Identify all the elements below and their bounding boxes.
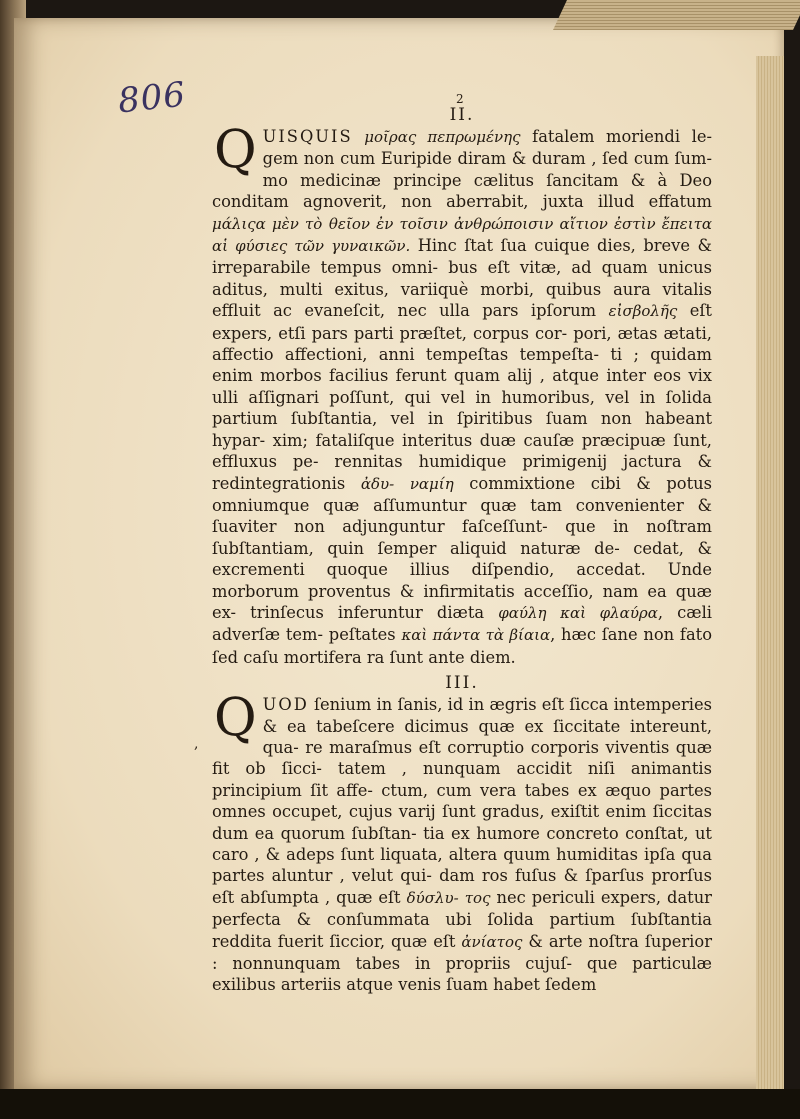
page-edges — [756, 56, 784, 1096]
text-line: tatem , nunquam accidit niſi animantis principium ſit affe- — [212, 759, 712, 800]
next-page-edge — [553, 0, 800, 30]
text-line: peſtates — [328, 625, 396, 645]
text-line: ſenium in ſanis, id in ægris eſt ſicca intemperies — [314, 695, 712, 715]
text-line: re maraſmus eſt corruptio corporis viventis quæ fit ob ſicci- — [212, 737, 713, 779]
text-line: morborum proventus & infirmitatis acceſſio, nam ea quæ ex- — [212, 581, 712, 622]
text-line: quæ tam convenienter & ſuaviter non adjunguntur faſceſſunt- — [212, 495, 712, 537]
scan-background — [0, 1089, 800, 1119]
text-line: , cæli adverſæ tem- — [212, 602, 712, 645]
section-numeral-3: III. — [445, 673, 479, 694]
text-line: pori, ætas ætati, affectio affectioni, anni tempeſtas tempeſta- — [212, 323, 712, 365]
greek-phrase: καὶ πάντα τὰ βίαια — [401, 626, 551, 645]
text-line: varij ſunt gradus, exiſtit enim ſiccitas dum ea quorum ſubſtan- — [212, 802, 712, 843]
text-line: morbi, quibus aura vitalis effluit ac evaneſcit, nec ulla pars — [212, 279, 712, 321]
greek-phrase: δύσλυ- — [406, 888, 459, 907]
text-line: mo medicinæ principe cælitus ſancitam & à Deo conditam — [212, 170, 712, 212]
greek-phrase: ἀνίατος — [461, 932, 523, 951]
text-line: ti ; quidam enim morbos facilius ferunt quam alij , atque inter — [212, 345, 712, 386]
margin-mark: , — [194, 736, 199, 753]
text-line: bus eſt vitæ, ad quam unicus aditus, multi exitus, variiquè — [212, 258, 712, 299]
drop-cap: Q — [214, 688, 257, 749]
greek-phrase: εἰσβολῆς — [608, 302, 678, 321]
text-line: rennitas humidique primigenij jactura & redintegrationis — [212, 452, 713, 493]
text-line: eos vix ulli aſſignari poſſunt, qui vel in humoribus, vel in ſolida — [212, 366, 712, 407]
section-3-paragraph — [194, 688, 713, 996]
section-2-text — [212, 120, 713, 668]
text-line: tia ex humore concreto conſtat, ut caro , & adeps ſunt liquata, — [212, 823, 712, 864]
greek-phrase: μάλιςα μὲν τὸ — [212, 214, 323, 233]
text-line: trinſecus inferuntur diæta — [250, 602, 485, 622]
main-text — [194, 104, 713, 996]
text-line: & ea tabeſcere dicimus quæ ex ſiccitate intereunt, qua- — [262, 716, 712, 757]
text-line: Hinc ſtat ſua cuique dies, breve & irreparabile tempus omni- — [212, 236, 712, 278]
section-numeral-2: II. — [449, 105, 475, 125]
handwritten-folio-number: 806 — [116, 74, 188, 122]
greek-phrase: φαύλη καὶ φλαύρα — [498, 603, 658, 622]
text-line: & arte noſtra ſuperior : nonnunquam tabes in propriis cujuſ- — [212, 931, 712, 974]
page-signature: 2 — [456, 92, 464, 106]
text-line: gem non cum Euripide diram & duram , ſed cum ſum- — [262, 149, 712, 169]
text-line: que in noſtram ſubſtantiam, quin ſemper aliquid naturæ de- — [212, 517, 712, 558]
greek-phrase: θεῖον ἐν τοῖσιν ἀνθρώποισιν αἴτιον ἐστὶν ἔπειτα αἱ φύσιες τῶν γυναικῶν. — [212, 214, 712, 256]
section-2-paragraph — [212, 120, 713, 668]
section-3-text — [212, 688, 713, 996]
text-line: nec periculi expers, datur perfecta & conſummata ubi — [212, 887, 712, 930]
text-line: ctum, cum vera tabes ex æquo partes omnes occupet, cujus — [212, 780, 712, 822]
text-line: ſolida partium ſubſtantia reddita fuerit ſiccior, quæ eſt — [212, 910, 712, 951]
text-line: partium ſubſtantia, vel in ſpiritibus ſuam non habeant hypar- — [212, 409, 712, 450]
greek-phrase: τος — [464, 888, 491, 907]
text-line: dam ros fuſus & ſparſus prorſus eſt abſumpta , quæ eſt — [212, 866, 712, 907]
text-line: que particulæ exilibus arteriis atque venis ſuam habet ſedem — [212, 954, 712, 995]
text-line: agnoverit, non aberrabit, juxta illud effatum — [302, 192, 712, 212]
text-line: fatalem moriendi le- — [532, 127, 712, 146]
text-line: eſt expers, etſi pars parti præſtet, corpus cor- — [212, 301, 712, 343]
greek-phrase: μοῖρας πεπρωμένης — [364, 128, 521, 146]
text-line: altera quum humiditas ipſa qua partes aluntur , velut qui- — [212, 845, 712, 886]
greek-phrase: ναμίη — [409, 474, 454, 493]
text-line: commixtione cibi & potus omniumque quæ aſſumuntur — [212, 473, 712, 515]
first-word: UISQUIS — [262, 127, 353, 146]
text-line: cedat, & excrementi quoque illius diſpendio, accedat. Unde — [212, 538, 712, 580]
greek-phrase: ἀδυ- — [360, 474, 395, 493]
drop-cap: Q — [214, 120, 257, 180]
text-line: ra ſunt ante diem. — [366, 647, 516, 667]
text-line: , hæc ſane non fato ſed caſu mortifera — [212, 625, 713, 667]
first-word: UOD — [262, 695, 309, 715]
text-line: xim; fataliſque interitus duæ cauſæ præcipuæ ſunt, effluxus pe- — [212, 430, 712, 472]
text-line: ipſorum — [530, 301, 597, 321]
